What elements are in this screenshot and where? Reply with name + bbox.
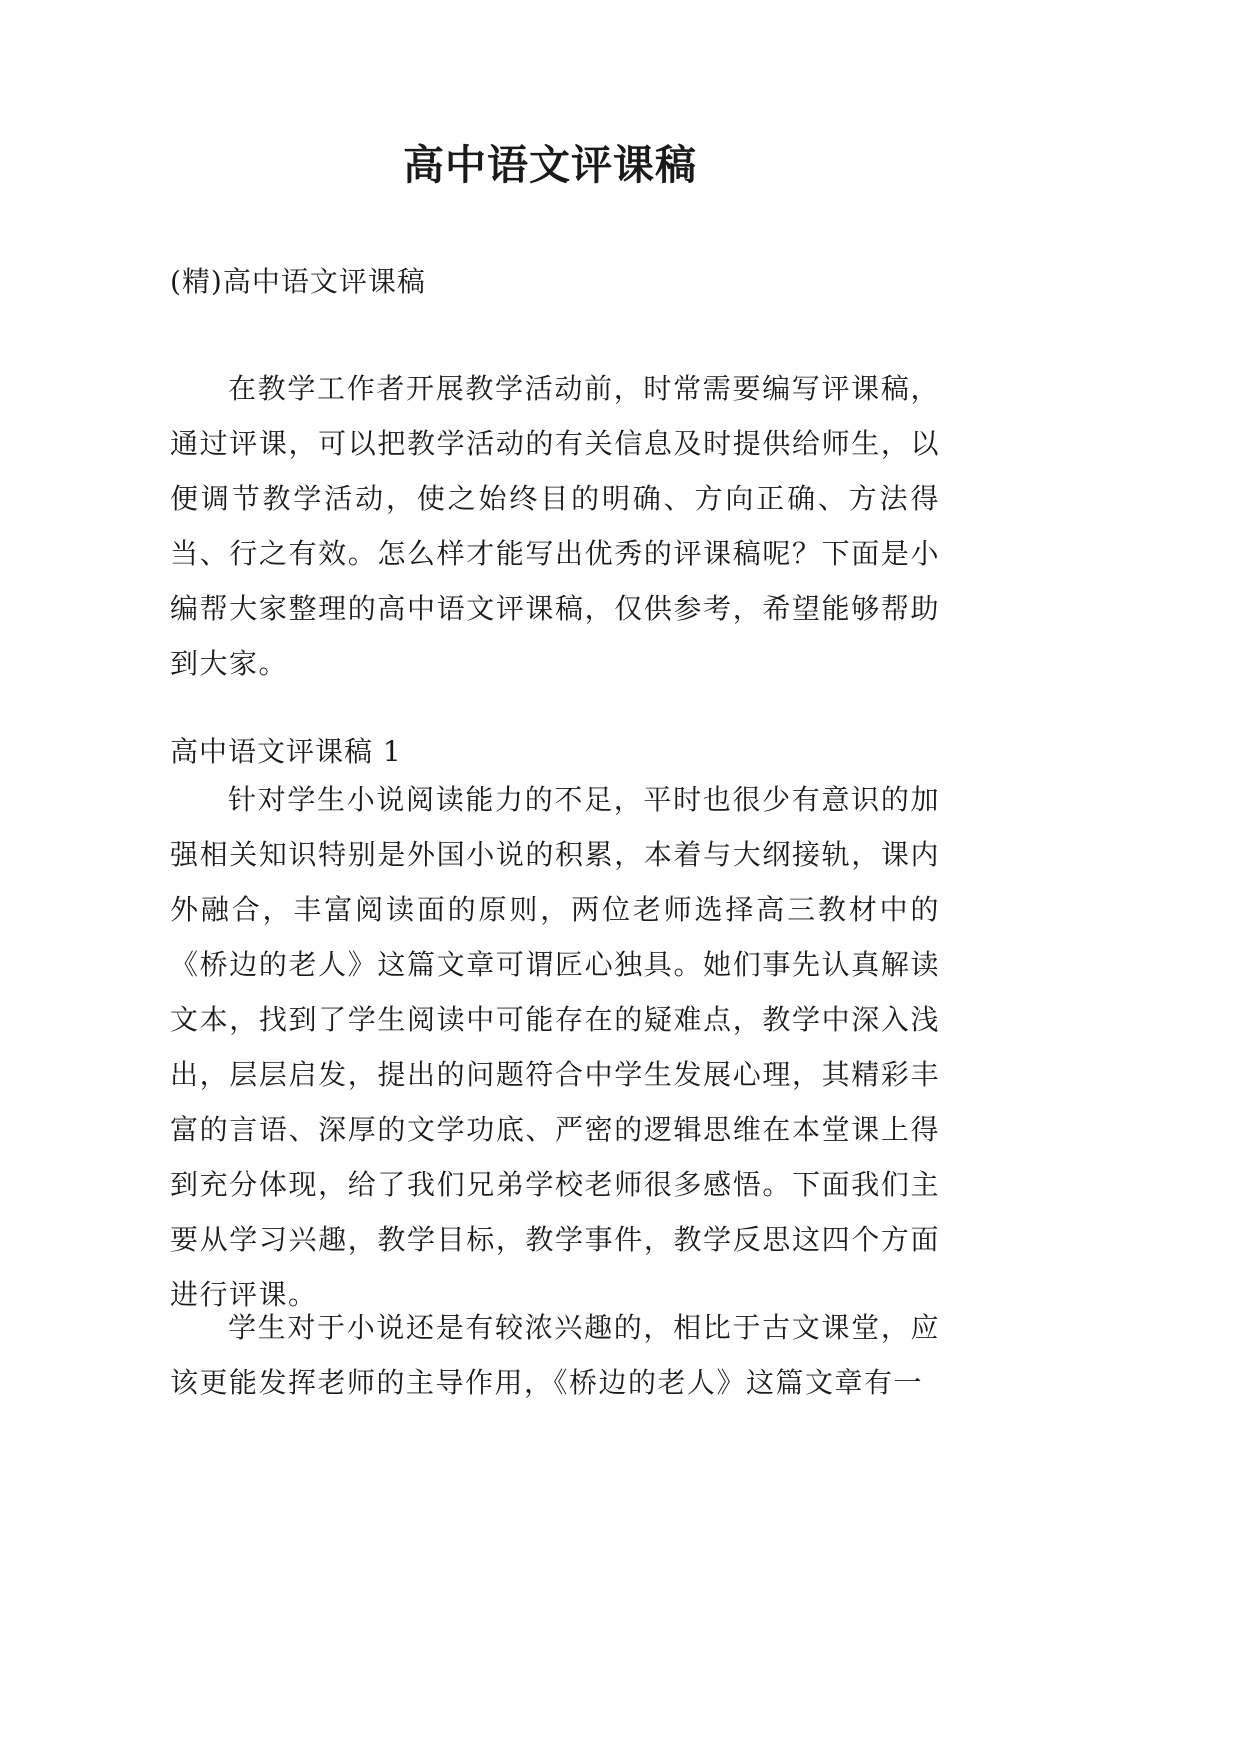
section-heading: 高中语文评课稿 1 bbox=[170, 735, 402, 768]
document-subtitle: (精)高中语文评课稿 bbox=[170, 265, 426, 298]
document-title: 高中语文评课稿 bbox=[403, 141, 697, 189]
intro-paragraph: 在教学工作者开展教学活动前，时常需要编写评课稿，通过评课，可以把教学活动的有关信息及时提供给师生，以便调节教学活动，使之始终目的明确、方向正确、方法得当、行之有效。怎么样才能写出优秀的评课稿呢？下面是小编帮大家整理的高中语文评课稿，仅供参考，希望能够帮助到大家。 bbox=[170, 372, 940, 680]
body-paragraph-1: 针对学生小说阅读能力的不足，平时也很少有意识的加强相关知识特别是外国小说的积累，本着与大纲接轨，课内外融合，丰富阅读面的原则，两位老师选择高三教材中的《桥边的老人》这篇文章可谓匠心独具。她们事先认真解读文本，找到了学生阅读中可能存在的疑难点，教学中深入浅出，层层启发，提出的问题符合中学生发展心理，其精彩丰富的言语、深厚的文学功底、严密的逻辑思维在本堂课上得到充分体现，给了我们兄弟学校老师很多感悟。下面我们主要从学习兴趣，教学目标，教学事件，教学反思这四个方面进行评课。 bbox=[170, 783, 940, 1311]
body-paragraph-2: 学生对于小说还是有较浓兴趣的，相比于古文课堂，应该更能发挥老师的主导作用，《桥边的老人》这篇文章有一 bbox=[170, 1311, 940, 1399]
